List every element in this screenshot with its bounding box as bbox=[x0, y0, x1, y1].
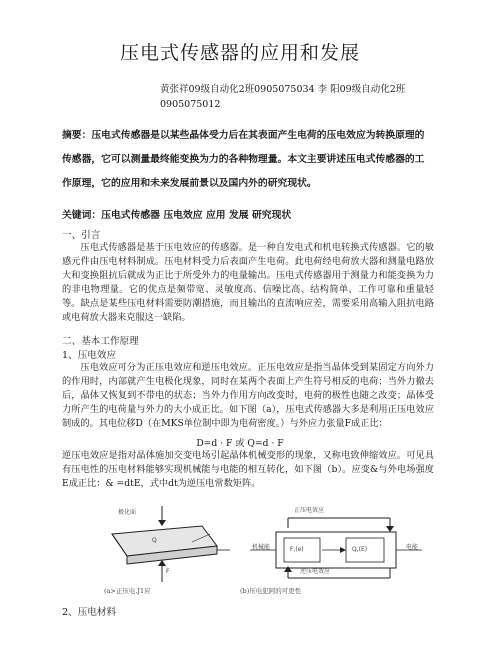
figure-b-qe-label: Q,(E) bbox=[352, 546, 368, 553]
figure-b-diagram bbox=[250, 500, 430, 584]
author-line-2: 0905075012 bbox=[160, 99, 221, 110]
figure-b-caption: (b)压电犯阿的可更性 bbox=[240, 587, 302, 595]
figure-a-q-label: Q bbox=[152, 537, 157, 544]
figure-a-polar-label: 极化面 bbox=[118, 509, 137, 516]
paper-title: 压电式传感器的应用和发展 bbox=[119, 42, 360, 64]
figure-b-fe-label: F,(e) bbox=[290, 546, 304, 553]
section-heading-intro: 一、引言 bbox=[62, 230, 101, 241]
piezo-effect-paragraph: 压电效应可分为正压电效应和逆压电效应。正压电效应是指当晶体受到某固定方向外力的作用时，内部就产生电极化现象，同时在某两个表面上产生符号相反的电荷；当外力撤去后，晶体又恢复到不带电的状态；当外力作用方向改变时，电荷的极性也随之改变；晶体受力所产生的电荷量与外力的大小成正比。如下图（a），压电式传感器大多是利用正压电效应制成的。其电位移D（在MKS单位制中即为电荷密度。）与外应力张量F成正比： bbox=[62, 362, 434, 429]
figure-a-diagram bbox=[92, 504, 232, 582]
figure-b-output-label: 逆压电效应 bbox=[300, 568, 331, 575]
abstract: 摘要：压电式传感器是以某些晶体受力后在其表面产生电荷的压电效应为转换原理的传感器，它可以测量最终能变换为力的各种物理量。本文主要讲述压电式传感器的工作原理，它的应用和未来发展前景以及国内外的研究现状。 bbox=[62, 130, 425, 189]
formula: D=d · F 或 Q=d · F bbox=[196, 438, 284, 449]
author-line-1: 黄张祥09级自动化2班0905075034 李 阳09级自动化2班 bbox=[160, 84, 406, 95]
keywords: 关键词：压电式传感器 压电效应 应用 发展 研究现状 bbox=[62, 210, 292, 221]
figure-b-mech-label: 机械能 bbox=[252, 544, 271, 551]
inverse-effect-paragraph: 逆压电效应是指对晶体施加交变电场引起晶体机械变形的现象，又称电致伸缩效应。可见具有压电性的压电材料能够实现机械能与电能的相互转化，如下图（b）。应变&与外电场强度E成正比：& =dtE，式中dt为逆压电常数矩阵。 bbox=[62, 450, 434, 489]
figure-b-input-label: 正压电效应 bbox=[294, 507, 325, 514]
subsection-heading-piezo-effect: 1、压电效应 bbox=[62, 350, 117, 361]
author-info bbox=[160, 82, 450, 112]
subsection-heading-materials: 2、压电材料 bbox=[62, 607, 117, 618]
intro-paragraph: 压电式传感器是基于压电效应的传感器。是一种自发电式和机电转换式传感器。它的敏感元件由压电材料制成。压电材料受力后表面产生电荷。此电荷经电荷放大器和测量电路放大和变换阻抗后就成为正比于所受外力的电量输出。压电式传感器用于测量力和能变换为力的非电物理量。它的优点是频带宽、灵敏度高、信噪比高、结构简单、工作可靠和重量轻等。缺点是某些压电材料需要防潮措施，而且输出的直流响应差，需要采用高输入阻抗电路或电荷放大器来克服这一缺陷。 bbox=[62, 242, 434, 323]
figure-b-elec-label: 电能 bbox=[406, 544, 419, 551]
figure-a-caption: (a>正压电.J1应 bbox=[104, 587, 151, 595]
section-heading-basic: 二、基本工作原理 bbox=[62, 336, 139, 347]
figure-a-f-label: F bbox=[166, 568, 170, 575]
